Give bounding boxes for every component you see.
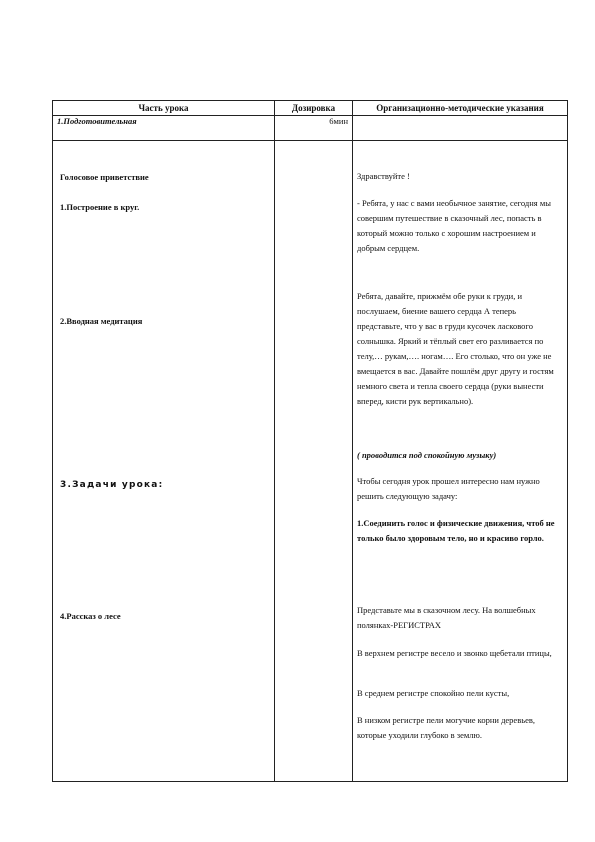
lesson-table — [52, 100, 568, 782]
header-part: Часть урока — [53, 101, 275, 116]
middle-register-text: В среднем регистре спокойно пели кусты, — [357, 688, 510, 698]
section-part: 1.Подготовительная — [53, 116, 275, 141]
task-1: 1.Соединить голос и физические движения, чтоб не только было здоровым тело, но и красиво горло. — [357, 518, 555, 543]
upper-register-text: В верхнем регистре весело и звонко щебетали птицы, — [357, 648, 552, 658]
forest-text: Представьте мы в сказочном лесу. На волшебных полянках-РЕГИСТРАХ — [357, 605, 536, 630]
music-note: ( проводится под спокойную музыку) — [357, 450, 497, 460]
right-column — [353, 141, 568, 782]
section-row — [53, 116, 568, 141]
header-row — [53, 101, 568, 116]
lower-register-text: В низком регистре пели могучие корни деревьев, которые уходили глубоко в землю. — [357, 715, 536, 740]
hello-text: Здравствуйте ! — [357, 171, 410, 181]
tasks-label: 3.Задачи урока: — [60, 480, 164, 490]
intro-text: - Ребята, у нас с вами необычное занятие, сегодня мы совершим путешествие в сказочный лес, попасть в который можно только с хорошим настроением и добрым сердцем. — [357, 198, 551, 253]
meditation-text: Ребята, давайте, прижмём обе руки к груди, и послушаем, биение вашего сердца А теперь представьте, что у вас в груди кусочек ласкового солнышка. Яркий и тёплый свет его разливается по телу,… рукам,…. ногам…. Его столько, что он уже не вмещается в вас. Давайте пошлём друг другу и гостям немного света и тепла своего сердца (руки вынести вперед, кисти рук вертикально). — [357, 291, 554, 406]
content-row — [53, 141, 568, 782]
greeting-label: Голосовое приветствие — [60, 172, 149, 182]
story-label: 4.Рассказ о лесе — [60, 611, 121, 621]
left-column — [53, 141, 275, 782]
meditation-label: 2.Вводная медитация — [60, 316, 143, 326]
dose-column — [275, 141, 353, 782]
header-dose: Дозировка — [275, 101, 353, 116]
section-notes — [353, 116, 568, 141]
header-notes: Организационно-методические указания — [353, 101, 568, 116]
circle-label: 1.Построение в круг. — [60, 202, 140, 212]
tasks-intro: Чтобы сегодня урок прошел интересно нам нужно решить следующую задачу: — [357, 476, 540, 501]
section-dose: 6мин — [275, 116, 353, 141]
